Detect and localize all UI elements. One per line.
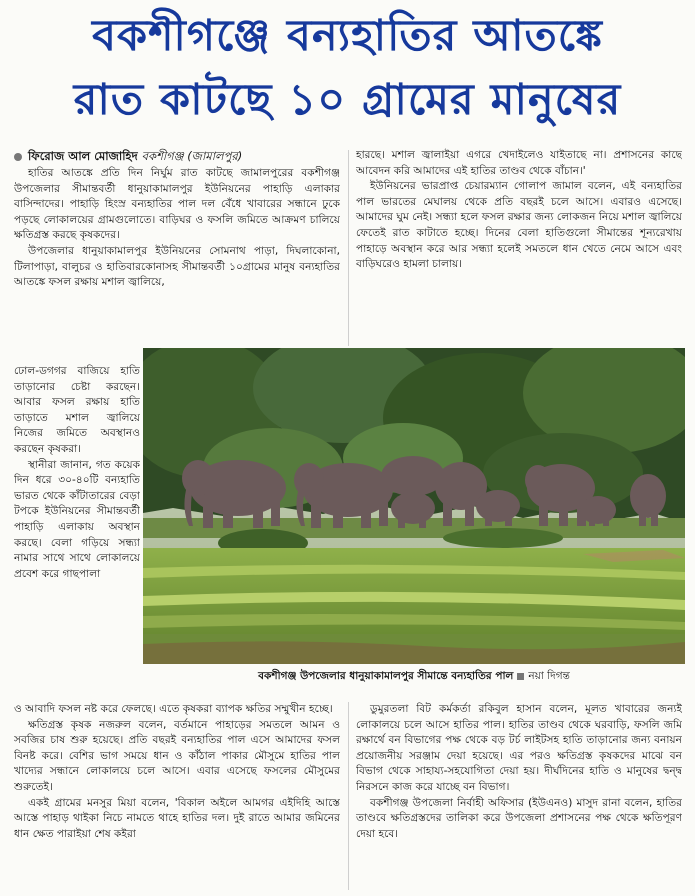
article-column-narrow bbox=[14, 364, 140, 702]
paragraph: ডুমুরতলা বিট কর্মকর্তা রকিবুল হাসান বলেন, মূলত খাবারের জন্যই লোকালয়ে চলে আসে হাতির পাল। হাতির তাণ্ডব থেকে ঘরবাড়ি, ফসলি জমি রক্ষার্থে বন বিভাগের পক্ষ থেকে বড় টর্চ লাইটসহ হাতি তাড়ানোর জন্য বনায়ন প্রয়োজনীয় সরঞ্জাম দেয়া হয়েছে। এর পরও ক্ষতিগ্রস্ত কৃষকদের মাঝে বন বিভাগ থেকে সাহায্য-সহযোগিতা দেয়া হয়। দীর্ঘদিনের হাতি ও মানুষের দ্বন্দ্ব নিরসনে কাজ করে যাচ্ছে বন বিভাগ। bbox=[356, 703, 682, 793]
photo-caption bbox=[143, 666, 685, 686]
paragraph: হারছে। মশাল জ্বালাইয়া এগরে খেদাইলেও যাইতাছে না। প্রশাসনের কাছে আবেদন করি আমাদের এই হাতির তাণ্ডব থেকে বাঁচান।' bbox=[356, 149, 682, 177]
photo-illustration bbox=[143, 348, 685, 664]
paragraph: হাতির আতঙ্কে প্রতি দিন নির্ঘুম রাত কাটছে জামালপুরের বকশীগঞ্জ উপজেলার সীমান্তবর্তী ধানুয়াকামালপুর ইউনিয়নের পাহাড়ি এলাকার বাসিন্দাদের। পাহাড়ি হিংস্র বন্যহাতির পাল দল বেঁধে খাবারের সন্ধানে ঢুকে পড়ছে লোকালয়ের গ্রামগুলোতে। বাড়িঘর ও ফসলি জমিতে আক্রমণ চালিয়ে ক্ষতিগ্রস্ত করছে কৃষকদের। bbox=[14, 167, 340, 242]
article-column-left-bottom bbox=[14, 702, 340, 892]
column-divider bbox=[348, 150, 349, 346]
paragraph: ঢোল-ডগগর বাজিয়ে হাতি তাড়ানোর চেষ্টা করছেন। আবার ফসল রক্ষায় হাতি তাড়াতে মশাল জ্বালিয়ে নিজের জমিতে অবস্থানও করছেন কৃষকরা। bbox=[14, 365, 140, 455]
paragraph: ক্ষতিগ্রস্ত কৃষক নজরুল বলেন, বর্তমানে পাহাড়ের সমতলে আমন ও সবজির চাষ শুরু হয়েছে। প্রতি বছরই বন্যহাতির পাল এসে আমাদের ফসল বিনষ্ট করে। বেশির ভাগ সময়ে ধান ও কাঁঠাল পাকার মৌসুমে হাতির পাল খাদ্যের সন্ধানে লোকালয়ে চলে আসে। এবার এসেছে ফসলের মৌসুমের শুরুতেই। bbox=[14, 718, 340, 793]
article-column-left-top bbox=[14, 166, 340, 364]
byline-place: বকশীগঞ্জ (জামালপুর) bbox=[141, 149, 243, 163]
headline bbox=[0, 4, 695, 132]
paragraph: বকশীগঞ্জ উপজেলা নির্বাহী অফিসার (ইউএনও) মাসুদ রানা বলেন, হাতির তাণ্ডবে ক্ষতিগ্রস্তদের তালিকা করে উপজেলা প্রশাসনের পক্ষ থেকে ক্ষতিপূরণ দেয়া হবে। bbox=[356, 796, 682, 840]
square-bullet-icon bbox=[517, 673, 524, 680]
elephant-herd-photo bbox=[143, 348, 685, 664]
headline-line-1: বকশীগঞ্জে বন্যহাতির আতঙ্কে bbox=[92, 11, 603, 61]
caption-text: বকশীগঞ্জ উপজেলার ধানুয়াকামালপুর সীমান্তে বন্যহাতির পাল bbox=[258, 670, 514, 682]
bullet-icon bbox=[14, 153, 22, 161]
byline-author: ফিরোজ আল মোজাহিদ bbox=[28, 149, 138, 163]
paragraph: ও আবাদি ফসল নষ্ট করে ফেলছে। এতে কৃষকরা ব্যাপক ক্ষতির সম্মুখীন হচ্ছে। bbox=[14, 703, 333, 715]
paragraph: স্থানীরা জানান, গত কয়েক দিন ধরে ৩০-৪০টি বন্যহাতি ভারত থেকে কাঁটাতারের বেড়া টপকে ইউনিয়নের সীমান্তবর্তী পাহাড়ি এলাকায় অবস্থান করছে। বেলা গড়িয়ে সন্ধ্যা নামার সাথে সাথে লোকালয়ে প্রবেশ করে গাছপালা bbox=[14, 458, 140, 580]
paragraph: ইউনিয়নের ভারপ্রাপ্ত চেয়ারম্যান গোলাপ জামাল বলেন, এই বন্যহাতির পাল ভারতের মেঘালয় থেকে প্রতি বছরই চলে আসে। এবারও এসেছে। আমাদের ঘুম নেই। সন্ধ্যা হলে ফসল রক্ষার জন্য লোকজন নিয়ে মশাল জ্বালিয়ে ফেতেই রাত কাটাতে হচ্ছে। দিনের বেলা হাতিগুলো সীমান্তের শূন্যরেখায় পাহাড়ে অবস্থান করে আর সন্ধ্যা হলেই সমতলে ধান খেতে নেমে আসে এবং বাড়িঘরেও হামলা চালায়। bbox=[356, 180, 682, 271]
byline bbox=[14, 148, 242, 164]
caption-credit: নয়া দিগন্ত bbox=[528, 670, 570, 682]
headline-line-2: রাত কাটছে ১০ গ্রামের মানুষের bbox=[73, 75, 622, 125]
column-divider bbox=[348, 702, 349, 890]
paragraph: উপজেলার ধানুয়াকামালপুর ইউনিয়নের সোমনাথ পাড়া, দিঘলাকোনা, টিলাপাড়া, বালুচর ও হাতিবারকোনাসহ সীমান্তবর্তী ১০গ্রামের মানুষ বন্যহাতির আতঙ্কে ফসল রক্ষায় মশাল জ্বালিয়ে, bbox=[14, 244, 340, 289]
article-column-right-bottom bbox=[356, 702, 682, 892]
article-column-right-top bbox=[356, 148, 682, 346]
paragraph: একই গ্রামের মনসুর মিয়া বলেন, 'বিকাল অইলে আমগর এইদিহি আস্তে আস্তে পাহাড় থাইকা নিচে নামতে থাহে হাতির দল। দুই রাতে আমার জমিনের ধান ক্ষেত পারাইয়া শেষ কইরা bbox=[14, 796, 340, 840]
